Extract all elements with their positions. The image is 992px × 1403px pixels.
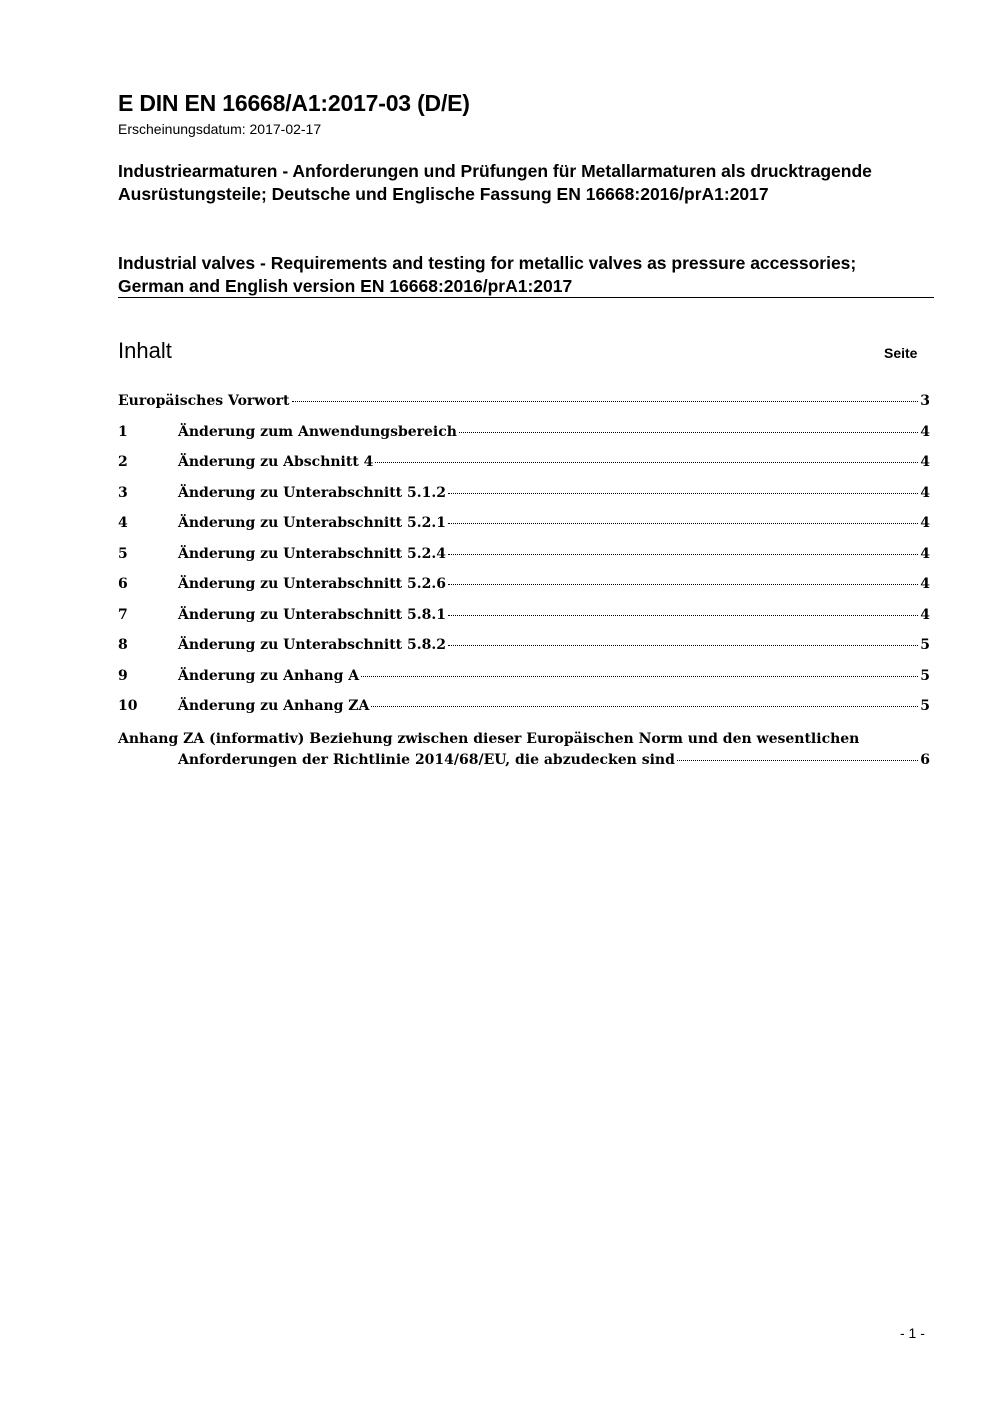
- toc-leader-dots: [448, 553, 918, 555]
- toc-entry-page: 5: [920, 667, 930, 684]
- toc-entry-8[interactable]: [118, 637, 930, 668]
- toc-entry-number: 4: [118, 515, 128, 531]
- toc-entry-continuation: [118, 750, 930, 771]
- table-of-contents: [118, 393, 930, 771]
- toc-entry-label: Änderung zu Anhang A: [178, 667, 360, 684]
- toc-entry-2[interactable]: [118, 454, 930, 485]
- toc-entry-7[interactable]: [118, 607, 930, 638]
- toc-entry-number: 1: [118, 423, 128, 440]
- toc-entry-page: 4: [920, 576, 930, 592]
- toc-leader-dots: [371, 705, 918, 707]
- toc-entry-1[interactable]: [118, 424, 930, 455]
- toc-leader-dots: [677, 759, 918, 761]
- toc-page-column-label: Seite: [884, 345, 918, 361]
- toc-leader-dots: [292, 400, 919, 402]
- toc-entry-10[interactable]: [118, 698, 930, 729]
- toc-entry-9[interactable]: [118, 668, 930, 699]
- toc-heading: Inhalt: [118, 338, 172, 363]
- toc-entry-page: 5: [920, 698, 930, 714]
- toc-entry-label: Änderung zu Abschnitt 4: [178, 454, 374, 470]
- toc-entry-label: Änderung zu Unterabschnitt 5.8.2: [178, 637, 446, 653]
- toc-entry-3[interactable]: [118, 485, 930, 516]
- toc-entry-label-line2: Anforderungen der Richtlinie 2014/68/EU, die abzudecken sind: [178, 751, 675, 768]
- toc-entry-label: Änderung zu Unterabschnitt 5.2.4: [178, 545, 446, 562]
- toc-entry-5[interactable]: [118, 546, 930, 577]
- toc-entry-label: Änderung zum Anwendungsbereich: [178, 423, 457, 440]
- toc-entry-page: 4: [920, 484, 930, 501]
- toc-entry-annex-za[interactable]: [118, 729, 930, 771]
- toc-entry-label: Europäisches Vorwort: [118, 393, 290, 409]
- publication-date: Erscheinungsdatum: 2017-02-17: [118, 121, 322, 137]
- toc-entry-label: Änderung zu Unterabschnitt 5.2.6: [178, 576, 446, 592]
- toc-leader-dots: [448, 492, 918, 494]
- toc-entry-label: Änderung zu Unterabschnitt 5.1.2: [178, 484, 446, 501]
- toc-entry-number: 8: [118, 637, 128, 653]
- toc-entry-number: 6: [118, 576, 128, 592]
- toc-leader-dots: [361, 675, 918, 677]
- toc-entry-page: 4: [920, 454, 930, 470]
- toc-leader-dots: [459, 431, 918, 433]
- document-id: E DIN EN 16668/A1:2017-03 (D/E): [118, 90, 470, 116]
- toc-entry-number: 2: [118, 454, 128, 470]
- toc-entry-number: 7: [118, 606, 128, 623]
- toc-entry-page: 5: [920, 637, 930, 653]
- toc-entry-number: 5: [118, 545, 128, 562]
- page-number: - 1 -: [900, 1325, 925, 1341]
- toc-entry-number: 10: [118, 698, 138, 714]
- toc-entry-number: 3: [118, 484, 128, 501]
- toc-leader-dots: [375, 461, 918, 463]
- toc-entry-page: 6: [920, 751, 930, 768]
- toc-entry-label: Änderung zu Unterabschnitt 5.2.1: [178, 515, 446, 531]
- toc-entry-page: 4: [920, 515, 930, 531]
- toc-entry-page: 4: [920, 606, 930, 623]
- toc-entry-page: 3: [920, 393, 930, 409]
- toc-entry-number: 9: [118, 667, 128, 684]
- toc-entry-label: Änderung zu Unterabschnitt 5.8.1: [178, 606, 446, 623]
- toc-entry-4[interactable]: [118, 515, 930, 546]
- toc-entry-page: 4: [920, 423, 930, 440]
- toc-entry-page: 4: [920, 545, 930, 562]
- title-german: Industriearmaturen - Anforderungen und Prüfungen für Metallarmaturen als drucktragende Ausrüstungsteile; Deutsche und Englische Fassung EN 16668:2016/prA1:2017: [118, 161, 872, 204]
- toc-leader-dots: [448, 583, 918, 585]
- toc-entry-6[interactable]: [118, 576, 930, 607]
- title-english: Industrial valves - Requirements and testing for metallic valves as pressure accessories; German and English version EN 16668:2016/prA1:2017: [118, 253, 857, 296]
- toc-entry-foreword[interactable]: [118, 393, 930, 424]
- toc-leader-dots: [448, 614, 918, 616]
- toc-leader-dots: [448, 522, 918, 524]
- toc-leader-dots: [448, 644, 918, 646]
- toc-entry-label: Änderung zu Anhang ZA: [178, 698, 370, 714]
- toc-entry-label: Anhang ZA (informativ) Beziehung zwischen dieser Europäischen Norm und den wesentlichen: [118, 730, 860, 747]
- title-divider: [118, 297, 934, 298]
